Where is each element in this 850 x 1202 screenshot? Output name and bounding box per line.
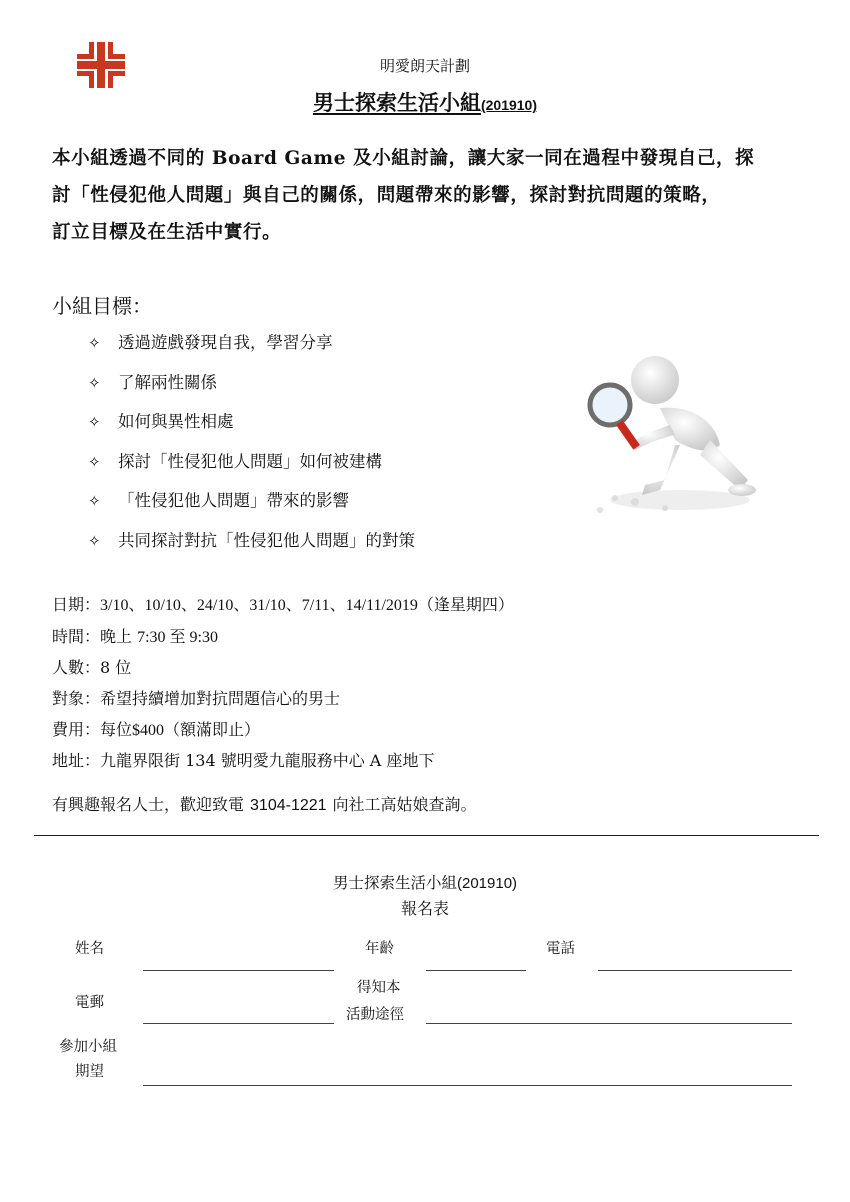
age-field[interactable] [426,970,526,971]
goal-item: ✧ 「性侵犯他人問題」帶來的影響 [88,486,415,526]
event-count: 人數：8 位 [52,658,132,677]
four-point-star-icon: ✧ [88,531,101,550]
page-title-main: 男士探索生活小組 [312,90,481,115]
contact-phone: 3104-1221 [250,797,327,814]
divider [34,835,819,836]
expect-label-1: 參加小組 [59,1039,117,1055]
source-label-1: 得知本 [357,980,401,996]
source-label-2: 活動途徑 [346,1007,404,1023]
age-label: 年齡 [365,941,394,957]
intro-line: 訂立目標及在生活中實行。 [52,222,282,243]
goal-item: ✧ 透過遊戲發現自我，學習分享 [88,328,415,368]
phone-label: 電話 [546,941,575,957]
expect-label-2: 期望 [75,1064,104,1080]
goal-item: ✧ 了解兩性關係 [88,368,415,408]
event-fee: 費用：每位$400（額滿即止） [52,720,261,739]
contact-line: 有興趣報名人士，歡迎致電 3104-1221 向社工高姑娘查詢。 [52,795,477,814]
phone-field[interactable] [598,970,792,971]
event-address: 地址：九龍界限街 134 號明愛九龍服務中心 A 座地下 [52,751,435,770]
name-label: 姓名 [75,941,104,957]
goals-list [88,328,415,565]
magnifying-glass-figure-icon [580,350,760,525]
goal-item: ✧ 探討「性侵犯他人問題」如何被建構 [88,447,415,487]
four-point-star-icon: ✧ [88,492,101,510]
intro-line: 討「性侵犯他人問題」與自己的關係，問題帶來的影響，探討對抗問題的策略， [52,185,721,206]
email-label: 電郵 [75,995,104,1011]
source-field[interactable] [426,1023,792,1024]
page-title [0,87,850,117]
four-point-star-icon: ✧ [88,373,101,392]
page-title-code: (201910) [480,97,538,113]
goal-item: ✧ 如何與異性相處 [88,407,415,447]
four-point-star-icon: ✧ [88,413,101,431]
event-date: 日期：3/10、10/10、24/10、31/10、7/11、14/11/2019（逢星期四） [52,597,514,614]
form-title: 男士探索生活小組(201910) [332,874,518,892]
intro-line: 本小組透過不同的 Board Game 及小組討論，讓大家一同在過程中發現自己，探 [52,148,755,169]
expectation-field[interactable] [143,1085,792,1086]
intro-paragraph [52,140,802,251]
event-details [52,590,514,776]
four-point-star-icon: ✧ [88,452,101,471]
four-point-star-icon: ✧ [88,334,101,352]
form-subtitle: 報名表 [400,899,449,918]
goals-heading: 小組目標： [52,294,152,318]
name-field[interactable] [143,970,334,971]
goal-item: ✧ 共同探討對抗「性侵犯他人問題」的對策 [88,526,415,566]
email-field[interactable] [143,1023,334,1024]
org-name: 明愛朗天計劃 [379,57,470,75]
event-target: 對象：希望持續增加對抗問題信心的男士 [52,689,341,708]
event-time: 時間：晚上 7:30 至 9:30 [52,627,218,646]
